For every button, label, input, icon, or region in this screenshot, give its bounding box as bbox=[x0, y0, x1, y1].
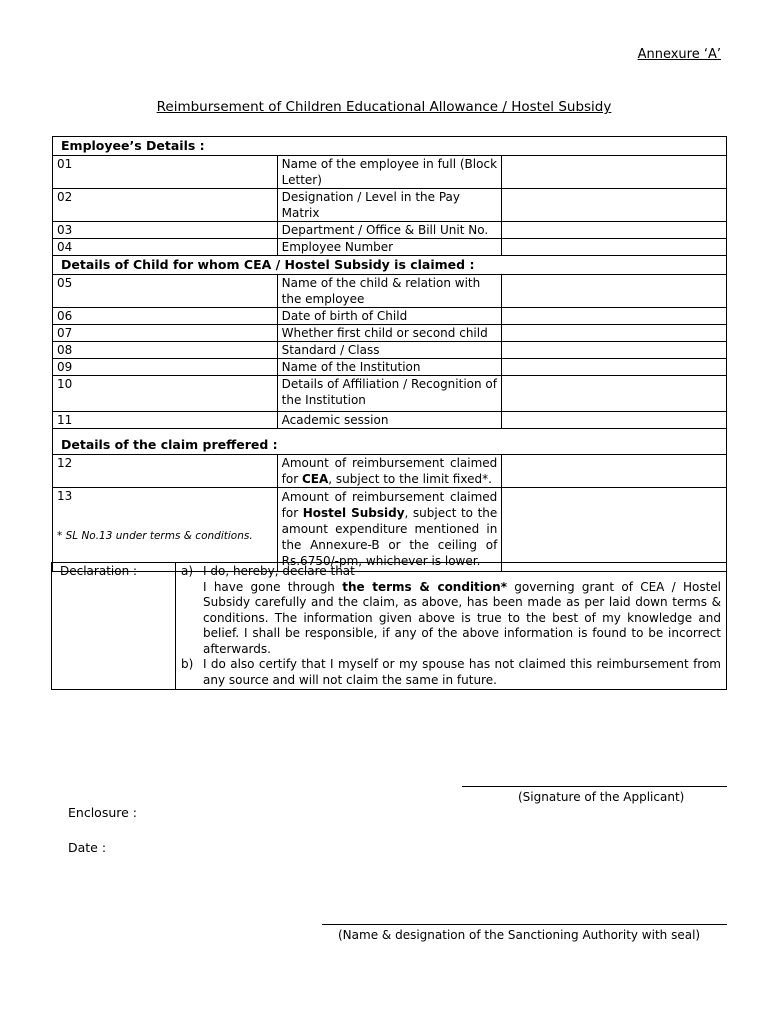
child-dob-value[interactable] bbox=[502, 308, 727, 325]
section-row bbox=[53, 256, 727, 275]
item-marker: a) bbox=[181, 564, 194, 578]
row-number: 05 bbox=[53, 275, 278, 308]
table-row bbox=[53, 359, 727, 376]
affiliation-value[interactable] bbox=[502, 376, 727, 412]
section-row bbox=[53, 137, 727, 156]
annexure-label: Annexure ‘A’ bbox=[637, 47, 721, 62]
hostel-label-pre: Amount of reimbursement claimed for bbox=[281, 490, 498, 520]
row-number: 10 bbox=[53, 376, 278, 412]
declaration-item-a bbox=[181, 564, 721, 657]
row-label: Academic session bbox=[277, 412, 502, 429]
table-row bbox=[53, 376, 727, 412]
table-row bbox=[53, 342, 727, 359]
child-details-heading: Details of Child for whom CEA / Hostel Subsidy is claimed : bbox=[53, 256, 727, 275]
row-label: Designation / Level in the Pay Matrix bbox=[277, 189, 502, 222]
declaration-body bbox=[176, 563, 727, 690]
terms-footnote: * SL No.13 under terms & conditions. bbox=[57, 530, 253, 542]
employee-details-heading: Employee’s Details : bbox=[53, 137, 727, 156]
institution-value[interactable] bbox=[502, 359, 727, 376]
declaration-row bbox=[52, 563, 727, 690]
row-label: Employee Number bbox=[277, 239, 502, 256]
row-label bbox=[277, 455, 502, 488]
row-number: 06 bbox=[53, 308, 278, 325]
declaration-label: Declaration : bbox=[52, 563, 176, 690]
page-title: Reimbursement of Children Educational Allowance / Hostel Subsidy bbox=[156, 99, 612, 115]
table-row bbox=[53, 325, 727, 342]
table-row bbox=[53, 412, 727, 429]
row-number: 12 bbox=[53, 455, 278, 488]
department-value[interactable] bbox=[502, 222, 727, 239]
row-label: Name of the child & relation with the employee bbox=[277, 275, 502, 308]
child-name-value[interactable] bbox=[502, 275, 727, 308]
row-label: Details of Affiliation / Recognition of the Institution bbox=[277, 376, 502, 412]
cea-label-post: , subject to the limit fixed*. bbox=[328, 472, 492, 486]
declaration-item-b bbox=[181, 657, 721, 688]
authority-signature-line bbox=[322, 924, 727, 925]
hostel-label-bold: Hostel Subsidy bbox=[302, 506, 405, 520]
table-row bbox=[53, 308, 727, 325]
row-number: 09 bbox=[53, 359, 278, 376]
table-row bbox=[53, 156, 727, 189]
row-number: 03 bbox=[53, 222, 278, 239]
table-row bbox=[53, 239, 727, 256]
cea-amount-value[interactable] bbox=[502, 455, 727, 488]
enclosure-label: Enclosure : bbox=[68, 805, 137, 820]
claim-form-table bbox=[52, 136, 727, 572]
item-marker: b) bbox=[181, 657, 194, 671]
employee-number-value[interactable] bbox=[502, 239, 727, 256]
row-label bbox=[277, 488, 502, 572]
authority-signature-label: (Name & designation of the Sanctioning Authority with seal) bbox=[338, 928, 701, 942]
academic-session-value[interactable] bbox=[502, 412, 727, 429]
row-label: Standard / Class bbox=[277, 342, 502, 359]
declaration-table bbox=[51, 562, 727, 690]
designation-value[interactable] bbox=[502, 189, 727, 222]
claim-details-heading: Details of the claim preffered : bbox=[53, 429, 727, 455]
applicant-signature-label: (Signature of the Applicant) bbox=[518, 790, 685, 804]
row-label: Name of the employee in full (Block Letter) bbox=[277, 156, 502, 189]
row-number: 02 bbox=[53, 189, 278, 222]
hostel-label-post: , subject to the amount expenditure mentioned in the Annexure-B or the ceiling of Rs.6750/-pm, whichever is lower. bbox=[281, 506, 498, 568]
declaration-a-post: governing grant of CEA / Hostel Subsidy carefully and the claim, as above, has been made as per laid down terms & conditions. The information given above is true to the best of my knowledge and belief. I shall be responsible, if any of the above information is found to be incorrect afterwards. bbox=[203, 579, 722, 656]
section-row bbox=[53, 429, 727, 455]
standard-value[interactable] bbox=[502, 342, 727, 359]
table-row bbox=[53, 275, 727, 308]
cea-label-bold: CEA bbox=[301, 472, 329, 486]
table-row bbox=[53, 222, 727, 239]
row-number: 04 bbox=[53, 239, 278, 256]
declaration-b-text: I do also certify that I myself or my spouse has not claimed this reimbursement from any source and will not claim the same in future. bbox=[203, 657, 721, 687]
row-label: Whether first child or second child bbox=[277, 325, 502, 342]
row-number: 07 bbox=[53, 325, 278, 342]
declaration-a-first: I do, hereby, declare that bbox=[203, 564, 355, 578]
cea-label-pre: Amount of reimbursement claimed for bbox=[281, 456, 498, 486]
row-label: Name of the Institution bbox=[277, 359, 502, 376]
applicant-signature-line bbox=[462, 786, 727, 787]
row-label: Date of birth of Child bbox=[277, 308, 502, 325]
employee-name-value[interactable] bbox=[502, 156, 727, 189]
terms-conditions-bold: the terms & condition* bbox=[342, 579, 507, 594]
declaration-a-pre: I have gone through bbox=[203, 579, 343, 594]
table-row bbox=[53, 455, 727, 488]
date-label: Date : bbox=[68, 840, 107, 855]
row-number: 11 bbox=[53, 412, 278, 429]
row-number: 08 bbox=[53, 342, 278, 359]
table-row bbox=[53, 189, 727, 222]
child-order-value[interactable] bbox=[502, 325, 727, 342]
row-number: 01 bbox=[53, 156, 278, 189]
row-number: 13 bbox=[53, 488, 278, 572]
hostel-amount-value[interactable] bbox=[502, 488, 727, 572]
row-label: Department / Office & Bill Unit No. bbox=[277, 222, 502, 239]
